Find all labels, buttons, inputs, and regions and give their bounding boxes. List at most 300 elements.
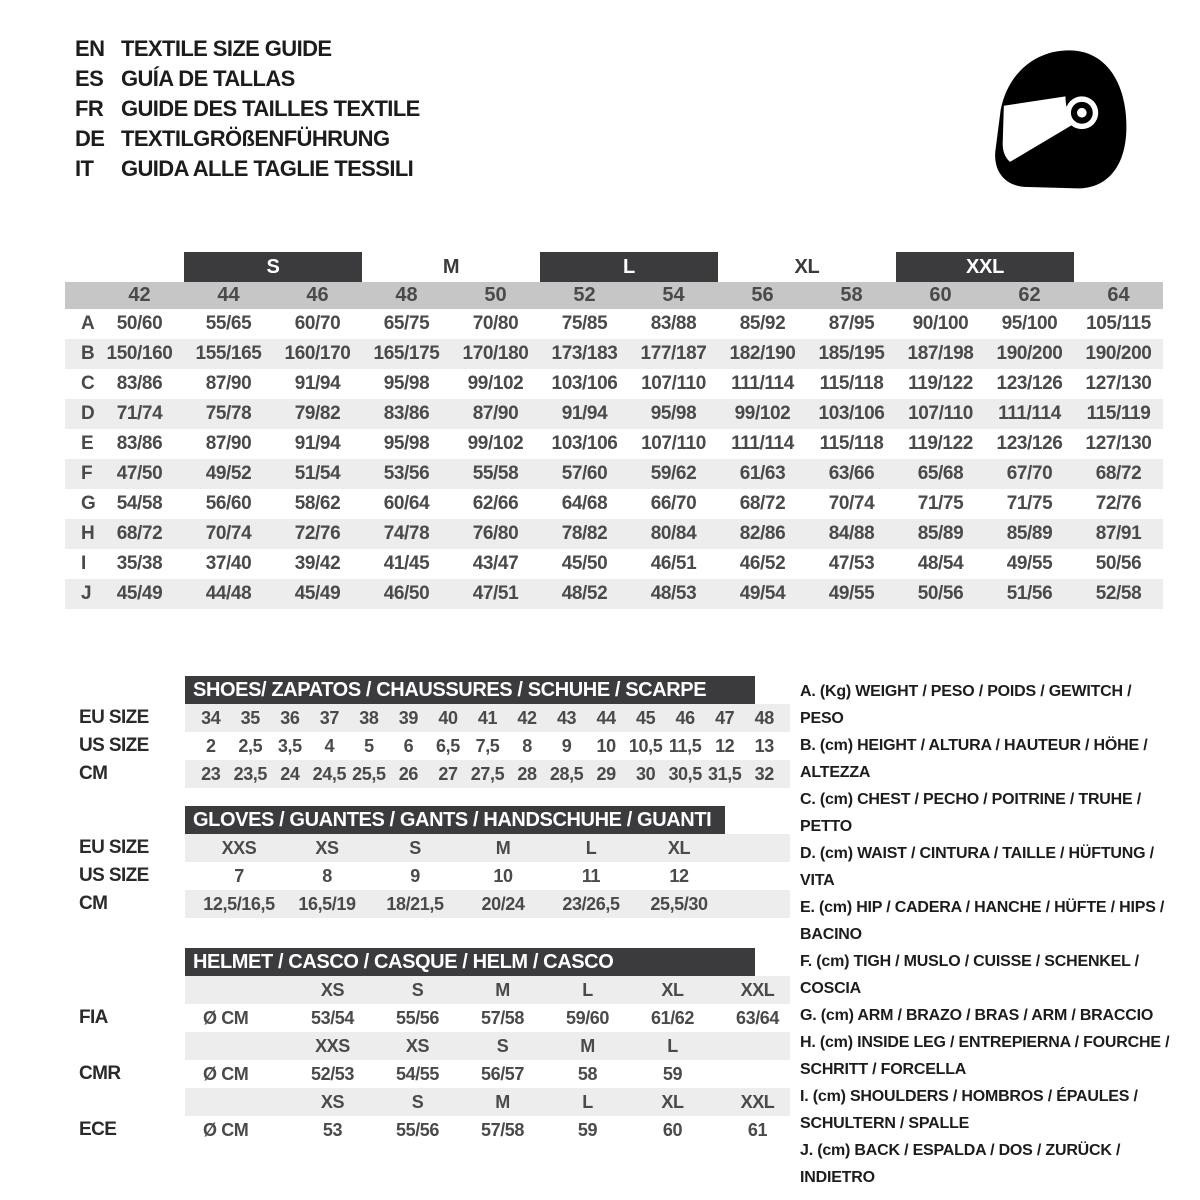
size-value-cell: 103/106 [818,403,885,424]
legend-line: H. (cm) INSIDE LEG / ENTREPIERNA / FOURCHE / SCHRITT / FORCELLA [800,1034,1170,1078]
shoes-value-cell: 38 [359,707,379,728]
size-value-cell: 103/106 [551,373,618,394]
gloves-value-cell: L [585,837,597,858]
numeric-size-label: 56 [751,284,774,306]
shoes-value-cell: 24 [280,763,300,784]
gloves-row-cm [65,890,790,918]
helmet-sizes-values [185,1088,790,1116]
shoes-value-cell: 42 [517,707,537,728]
shoes-value-cell: 45 [636,707,656,728]
language-code: EN [75,36,105,61]
size-value-cell: 48/53 [650,583,697,604]
gloves-value-cell: 12 [669,865,689,886]
helmet-unit-label: Ø CM [203,1119,249,1140]
gloves-value-cell: 7 [234,865,244,886]
size-value-cell: 37/40 [205,553,252,574]
helmet-value-cell: 54/55 [395,1063,440,1084]
row-letter: H [81,523,95,544]
gloves-row-label: EU SIZE [79,837,149,858]
row-letter: G [81,493,96,514]
numeric-band-spacer [65,282,95,309]
shoes-table-title: SHOES/ ZAPATOS / CHAUSSURES / SCHUHE / SCARPE [185,676,755,704]
shoes-table [65,704,790,788]
size-value-cell: 173/183 [551,343,618,364]
helmet-size-label: M [495,1091,510,1112]
legend-line: C. (cm) CHEST / PECHO / POITRINE / TRUHE / PETTO [800,791,1141,835]
size-value-cell: 111/114 [731,433,794,454]
size-value-cell: 47/50 [116,463,163,484]
shoes-value-cell: 40 [438,707,458,728]
size-value-cell: 91/94 [294,373,341,394]
helmet-sizes-values [185,1032,790,1060]
shoes-value-cell: 39 [398,707,419,728]
legend-line: D. (cm) WAIST / CINTURA / TAILLE / HÜFTUNG / VITA [800,845,1154,889]
numeric-size-label: 44 [217,284,240,306]
lower-tables [65,676,790,1144]
size-value-cell: 83/86 [116,373,163,394]
size-value-cell: 70/74 [828,493,875,514]
row-letter: J [81,583,92,604]
size-value-cell: 50/56 [917,583,964,604]
textile-rows [65,309,1163,609]
gloves-value-cell: XS [315,837,339,858]
shoes-header-row [65,676,790,704]
size-value-cell: 72/76 [294,523,341,544]
size-value-cell: 103/106 [551,433,618,454]
size-value-cell: 119/122 [908,433,973,454]
size-value-cell: 68/72 [116,523,163,544]
gloves-row-label: CM [79,893,108,914]
size-value-cell: 91/94 [294,433,341,454]
size-value-cell: 49/52 [205,463,252,484]
helmet-size-label: XXL [740,1091,775,1112]
size-value-cell: 45/49 [116,583,163,604]
helmet-size-label: XL [661,1091,684,1112]
row-letter: F [81,463,93,484]
helmet-size-label: XS [405,1035,430,1056]
shoes-value-cell: 6 [403,735,414,756]
gloves-value-cell: 10 [493,865,513,886]
helmet-value-cell: 61 [747,1119,768,1140]
size-value-cell: 58/62 [294,493,341,514]
numeric-size-label: 60 [929,284,952,306]
size-value-cell: 95/98 [383,373,430,394]
size-group-s: S [184,252,362,282]
language-row [75,156,420,186]
helmet-value-cell: 57/58 [480,1007,525,1028]
shoes-row-label: EU SIZE [79,707,149,728]
size-value-cell: 83/86 [116,433,163,454]
legend-line: I. (cm) SHOULDERS / HOMBROS / ÉPAULES / SCHULTERN / SPALLE [800,1088,1138,1132]
gloves-value-cell: XXS [221,837,257,858]
shoes-value-cell: 25,5 [352,763,386,784]
helmet-sizes-row-ece [65,1088,790,1116]
shoes-value-cell: 41 [477,707,498,728]
shoes-value-cell: 24,5 [312,763,347,784]
language-code: ES [75,66,104,91]
helmet-sizes-row-spacer [65,1088,185,1116]
size-value-cell: 41/45 [383,553,430,574]
size-value-cell: 70/80 [472,313,519,334]
measurement-legend [800,678,1172,1191]
helmet-size-label: XL [661,979,684,1000]
shoes-row-label: CM [79,763,108,784]
row-letter: E [81,433,94,454]
size-value-cell: 99/102 [467,433,524,454]
size-value-cell: 115/118 [819,373,884,394]
shoes-value-cell: 35 [240,707,260,728]
size-value-cell: 111/114 [731,373,794,394]
size-value-cell: 79/82 [294,403,341,424]
helmet-value-cell: 60 [662,1119,683,1140]
size-value-cell: 43/47 [472,553,519,574]
gloves-value-cell: S [409,837,421,858]
size-value-cell: 61/63 [739,463,786,484]
racing-helmet-icon [982,40,1138,198]
gloves-value-cell: 23/26,5 [562,893,620,914]
shoes-row-values [185,732,790,760]
gloves-value-cell: 25,5/30 [650,893,708,914]
helmet-values-row-fia [65,1004,790,1032]
helmet-unit-label: Ø CM [203,1063,249,1084]
size-value-cell: 187/198 [907,343,974,364]
size-value-cell: 46/50 [383,583,430,604]
shoes-value-cell: 47 [715,707,735,728]
size-value-cell: 87/90 [472,403,519,424]
helmet-standard-values [185,1116,790,1144]
helmet-value-cell: 53 [322,1119,343,1140]
size-value-cell: 87/95 [828,313,875,334]
size-value-cell: 63/66 [828,463,875,484]
helmet-size-label: S [496,1035,509,1056]
size-value-cell: 55/58 [472,463,519,484]
shoes-value-cell: 32 [754,763,774,784]
size-value-cell: 91/94 [561,403,608,424]
shoes-value-cell: 11,5 [668,735,702,756]
size-value-cell: 55/65 [205,313,252,334]
size-value-cell: 111/114 [998,403,1061,424]
helmet-value-cell: 52/53 [310,1063,355,1084]
size-value-cell: 46/52 [739,553,786,574]
size-value-cell: 49/54 [739,583,786,604]
size-value-cell: 75/78 [205,403,252,424]
size-value-cell: 53/56 [383,463,430,484]
size-value-cell: 50/60 [116,313,163,334]
helmet-value-cell: 56/57 [480,1063,525,1084]
shoes-row-values [185,760,790,788]
helmet-value-cell: 55/56 [395,1007,440,1028]
size-value-cell: 87/91 [1095,523,1142,544]
size-value-cell: 87/90 [205,433,252,454]
shoes-value-cell: 46 [675,707,695,728]
shoes-value-cell: 26 [398,763,419,784]
size-value-cell: 78/82 [561,523,608,544]
size-group-xxl: XXL [896,252,1074,282]
size-value-cell: 107/110 [641,373,706,394]
helmet-sizes-row-spacer [65,1032,185,1060]
size-group-xl: XL [794,255,820,278]
size-value-cell: 47/51 [472,583,519,604]
size-value-cell: 82/86 [739,523,786,544]
helmet-standard-values [185,1004,790,1032]
size-value-cell: 107/110 [641,433,706,454]
helmet-value-cell: 58 [577,1063,598,1084]
size-value-cell: 95/98 [650,403,697,424]
shoes-value-cell: 37 [319,707,339,728]
helmet-size-label: S [411,979,424,1000]
size-value-cell: 60/64 [383,493,430,514]
language-row [75,126,420,156]
size-value-cell: 160/170 [284,343,351,364]
size-value-cell: 190/200 [1085,343,1152,364]
size-value-cell: 65/68 [917,463,964,484]
size-value-cell: 35/38 [116,553,163,574]
size-value-cell: 85/89 [1006,523,1053,544]
textile-row-j [65,579,1163,609]
legend-line: A. (Kg) WEIGHT / PESO / POIDS / GEWITCH / PESO [800,683,1132,727]
size-value-cell: 45/50 [561,553,608,574]
language-title: GUIDE DES TAILLES TEXTILE [121,96,420,121]
helmet-size-label: XS [320,1091,345,1112]
size-value-cell: 46/51 [650,553,697,574]
helmet-standard-label: FIA [79,1007,108,1028]
helmet-values-row-cmr [65,1060,790,1088]
gloves-value-cell: 16,5/19 [298,893,356,914]
shoes-value-cell: 10 [596,735,616,756]
size-value-cell: 85/89 [917,523,964,544]
size-value-cell: 75/85 [561,313,608,334]
numeric-size-label: 62 [1018,284,1041,306]
size-value-cell: 170/180 [462,343,529,364]
gloves-value-cell: 20/24 [481,893,525,914]
helmet-value-cell: 61/62 [650,1007,695,1028]
textile-row-f [65,459,1163,489]
gloves-table-title: GLOVES / GUANTES / GANTS / HANDSCHUHE / GUANTI [185,806,725,834]
shoes-value-cell: 2 [205,735,216,756]
size-value-cell: 48/52 [561,583,608,604]
shoes-value-cell: 10,5 [628,735,663,756]
helmet-standard-label: CMR [79,1063,121,1084]
size-value-cell: 59/62 [650,463,697,484]
size-value-cell: 83/88 [650,313,697,334]
shoes-row-eu-size [65,704,790,732]
shoes-value-cell: 7,5 [475,735,500,756]
shoes-value-cell: 4 [324,735,335,756]
size-value-cell: 87/90 [205,373,252,394]
numeric-size-label: 52 [573,284,596,306]
row-letter: C [81,373,95,394]
helmet-size-label: L [582,1091,593,1112]
size-value-cell: 45/49 [294,583,341,604]
size-value-cell: 123/126 [996,373,1063,394]
numeric-size-label: 48 [395,284,418,306]
row-letter: B [81,343,95,364]
legend-line: G. (cm) ARM / BRAZO / BRAS / ARM / BRACCIO [800,1007,1154,1024]
helmet-values-row-ece [65,1116,790,1144]
size-value-cell: 68/72 [739,493,786,514]
size-value-cell: 65/75 [383,313,430,334]
textile-row-i [65,549,1163,579]
size-value-cell: 49/55 [1006,553,1053,574]
shoes-value-cell: 36 [280,707,300,728]
row-letter: I [81,553,87,574]
helmet-size-label: XXL [740,979,775,1000]
language-code: IT [75,156,94,181]
size-group-l: L [540,252,718,282]
shoes-value-cell: 29 [596,763,616,784]
shoes-value-cell: 27 [438,763,458,784]
size-value-cell: 72/76 [1095,493,1142,514]
size-value-cell: 52/58 [1095,583,1142,604]
size-value-cell: 71/74 [116,403,163,424]
gloves-value-cell: 11 [581,865,601,886]
helmet-table-title: HELMET / CASCO / CASQUE / HELM / CASCO [185,948,755,976]
size-value-cell: 95/98 [383,433,430,454]
size-value-cell: 50/56 [1095,553,1142,574]
size-value-cell: 177/187 [640,343,707,364]
language-row [75,96,420,126]
language-row [75,66,420,96]
size-value-cell: 48/54 [917,553,964,574]
gloves-value-cell: 12,5/16,5 [203,893,275,914]
textile-row-e [65,429,1163,459]
helmet-size-label: M [580,1035,595,1056]
textile-row-d [65,399,1163,429]
legend-line: E. (cm) HIP / CADERA / HANCHE / HÜFTE / HIPS / BACINO [800,899,1165,943]
size-value-cell: 70/74 [205,523,252,544]
textile-row-c [65,369,1163,399]
language-title: TEXTILGRÖßENFÜHRUNG [121,126,390,151]
textile-row-h [65,519,1163,549]
shoes-row-label: US SIZE [79,735,149,756]
size-value-cell: 47/53 [828,553,875,574]
helmet-value-cell: 55/56 [395,1119,440,1140]
size-value-cell: 127/130 [1085,373,1152,394]
helmet-value-cell: 57/58 [480,1119,525,1140]
gloves-row-label: US SIZE [79,865,149,886]
numeric-size-label: 64 [1107,284,1130,306]
shoes-value-cell: 8 [522,735,532,756]
helmet-value-cell: 59 [662,1063,683,1084]
textile-row-g [65,489,1163,519]
language-code: DE [75,126,105,151]
size-value-cell: 76/80 [472,523,519,544]
size-value-cell: 150/160 [106,343,173,364]
helmet-unit-label: Ø CM [203,1007,249,1028]
size-value-cell: 62/66 [472,493,519,514]
numeric-size-label: 42 [128,284,151,306]
size-value-cell: 49/55 [828,583,875,604]
helmet-size-label: L [582,979,593,1000]
helmet-value-cell: 53/54 [310,1007,355,1028]
textile-row-a [65,309,1163,339]
shoes-value-cell: 28 [517,763,537,784]
size-value-cell: 185/195 [818,343,885,364]
gloves-row-values [185,834,790,862]
shoes-value-cell: 34 [201,707,221,728]
size-value-cell: 66/70 [650,493,697,514]
size-value-cell: 105/115 [1086,313,1151,334]
size-value-cell: 39/42 [294,553,341,574]
gloves-header-row [65,806,790,834]
size-value-cell: 68/72 [1095,463,1142,484]
language-title: TEXTILE SIZE GUIDE [121,36,332,61]
shoes-row-values [185,704,790,732]
shoes-row-us-size [65,732,790,760]
size-group-m: M [442,255,460,278]
gloves-value-cell: 8 [322,865,332,886]
helmet-sizes-row-fia [65,976,790,1004]
size-value-cell: 119/122 [908,373,973,394]
helmet-table [65,976,790,1144]
helmet-value-cell: 59 [577,1119,598,1140]
size-value-cell: 165/175 [373,343,440,364]
size-value-cell: 56/60 [205,493,252,514]
gloves-row-eu-size [65,834,790,862]
size-value-cell: 64/68 [561,493,608,514]
legend-line: F. (cm) TIGH / MUSLO / CUISSE / SCHENKEL / COSCIA [800,953,1139,997]
helmet-standard-values [185,1060,790,1088]
size-value-cell: 80/84 [650,523,697,544]
shoes-value-cell: 30,5 [668,763,702,784]
textile-size-table [65,252,1163,609]
size-value-cell: 71/75 [917,493,964,514]
size-value-cell: 107/110 [908,403,973,424]
shoes-value-cell: 13 [754,735,774,756]
language-row [75,36,420,66]
shoes-row-cm [65,760,790,788]
size-value-cell: 127/130 [1085,433,1152,454]
numeric-size-label: 54 [662,284,685,306]
language-list [75,36,420,186]
gloves-row-values [185,862,790,890]
shoes-value-cell: 44 [596,707,616,728]
helmet-value-cell: 59/60 [565,1007,610,1028]
shoes-value-cell: 23 [201,763,221,784]
textile-row-b [65,339,1163,369]
size-value-cell: 99/102 [734,403,791,424]
language-title: GUIDA ALLE TAGLIE TESSILI [121,156,414,181]
shoes-value-cell: 3,5 [277,735,302,756]
size-value-cell: 182/190 [729,343,796,364]
size-value-cell: 115/119 [1086,403,1151,424]
size-value-cell: 74/78 [383,523,430,544]
helmet-sizes-row-cmr [65,1032,790,1060]
size-value-cell: 71/75 [1006,493,1053,514]
shoes-value-cell: 43 [556,707,577,728]
numeric-size-label: 58 [840,284,863,306]
size-value-cell: 115/118 [819,433,884,454]
gloves-table [65,834,790,918]
size-group-header [65,252,1163,282]
gloves-value-cell: 9 [410,865,420,886]
legend-line: J. (cm) BACK / ESPALDA / DOS / ZURÜCK / INDIETRO [800,1142,1121,1186]
size-value-cell: 51/54 [294,463,341,484]
gloves-row-values [185,890,790,918]
row-letter: D [81,403,95,424]
helmet-sizes-row-spacer [65,976,185,1004]
helmet-size-label: XS [320,979,345,1000]
size-value-cell: 95/100 [1001,313,1058,334]
legend-line: B. (cm) HEIGHT / ALTURA / HAUTEUR / HÖHE / ALTEZZA [800,737,1148,781]
size-value-cell: 83/86 [383,403,430,424]
size-value-cell: 99/102 [467,373,524,394]
shoes-value-cell: 31,5 [707,763,742,784]
shoes-value-cell: 48 [754,707,774,728]
gloves-value-cell: M [495,837,511,858]
size-value-cell: 51/56 [1006,583,1053,604]
shoes-value-cell: 6,5 [436,735,460,756]
